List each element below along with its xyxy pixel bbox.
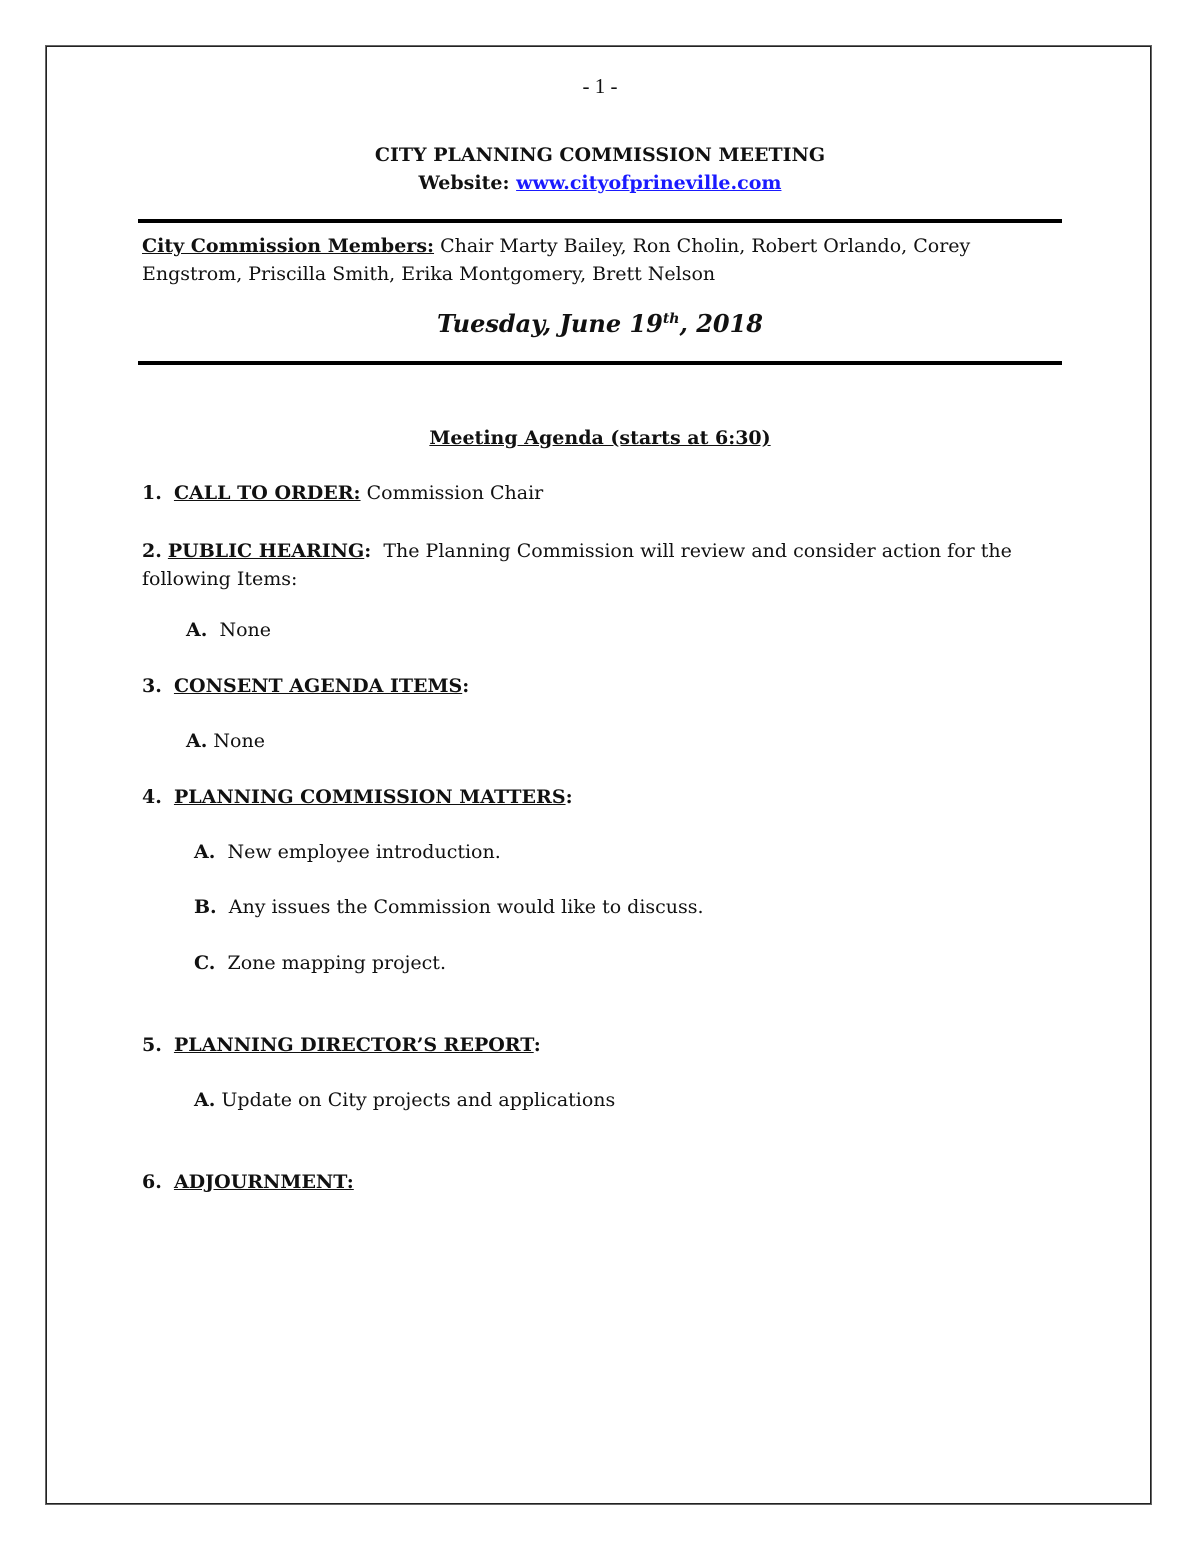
agenda-subitem [194,1089,615,1111]
item-number: 4. [142,786,162,808]
subitem-letter: A. [186,619,208,641]
subitem-letter: A. [186,730,208,752]
subitem-text: None [219,619,271,641]
item-number: 5. [142,1034,162,1056]
date-ordinal: th [662,311,680,327]
agenda-subitem [194,841,501,863]
agenda-item-1 [142,482,543,504]
date-main: Tuesday, June 19 [436,309,663,338]
item-colon: : [565,786,573,808]
item-heading: CALL TO ORDER: [173,482,361,504]
agenda-subitem [186,619,271,641]
bottom-divider [138,361,1062,365]
date-year: , 2018 [679,309,764,338]
agenda-subitem [194,952,446,974]
website-link[interactable]: www.cityofprineville.com [516,172,782,194]
subitem-text: New employee introduction. [227,841,501,863]
item-heading: CONSENT AGENDA ITEMS [173,675,463,697]
item-number: 1. [142,482,162,504]
subitem-letter: B. [194,896,217,918]
members-label: City Commission Members: [142,235,435,257]
page-number: - 1 - [582,74,618,98]
website-line [0,172,1200,194]
agenda-item-5 [142,1034,541,1056]
subitem-letter: C. [194,952,216,974]
item-number: 6. [142,1171,162,1193]
item-colon: : [364,540,372,562]
item-number: 3. [142,675,162,697]
subitem-letter: A. [194,1089,216,1111]
subitem-text: Update on City projects and applications [221,1089,616,1111]
website-label: Website: [418,172,510,194]
agenda-subitem [186,730,265,752]
commission-members [142,232,1042,288]
document-title: CITY PLANNING COMMISSION MEETING [374,144,826,166]
agenda-item-3 [142,675,469,697]
item-heading: ADJOURNMENT: [173,1171,354,1193]
subitem-text: Any issues the Commission would like to discuss. [228,896,704,918]
agenda-item-6 [142,1171,354,1193]
item-text: Commission Chair [366,482,544,504]
subitem-text: None [213,730,265,752]
members-names: Chair Marty Bailey, Ron Cholin, Robert Orlando, Corey Engstrom, Priscilla Smith, Erika Montgomery, Brett Nelson [142,235,971,285]
item-colon: : [462,675,470,697]
subitem-text: Zone mapping project. [227,952,446,974]
item-heading: PLANNING COMMISSION MATTERS [173,786,566,808]
item-heading: PUBLIC HEARING [167,540,365,562]
agenda-item-4 [142,786,573,808]
meeting-date [0,309,1200,338]
item-text: The Planning Commission will review and consider action for the following Items: [142,540,1012,590]
top-divider [138,219,1062,223]
item-colon: : [533,1034,541,1056]
agenda-item-2 [142,537,1042,593]
subitem-letter: A. [194,841,216,863]
agenda-subitem [194,896,704,918]
agenda-heading: Meeting Agenda (starts at 6:30) [429,427,771,449]
item-heading: PLANNING DIRECTOR’S REPORT [173,1034,534,1056]
item-number: 2. [142,540,162,562]
